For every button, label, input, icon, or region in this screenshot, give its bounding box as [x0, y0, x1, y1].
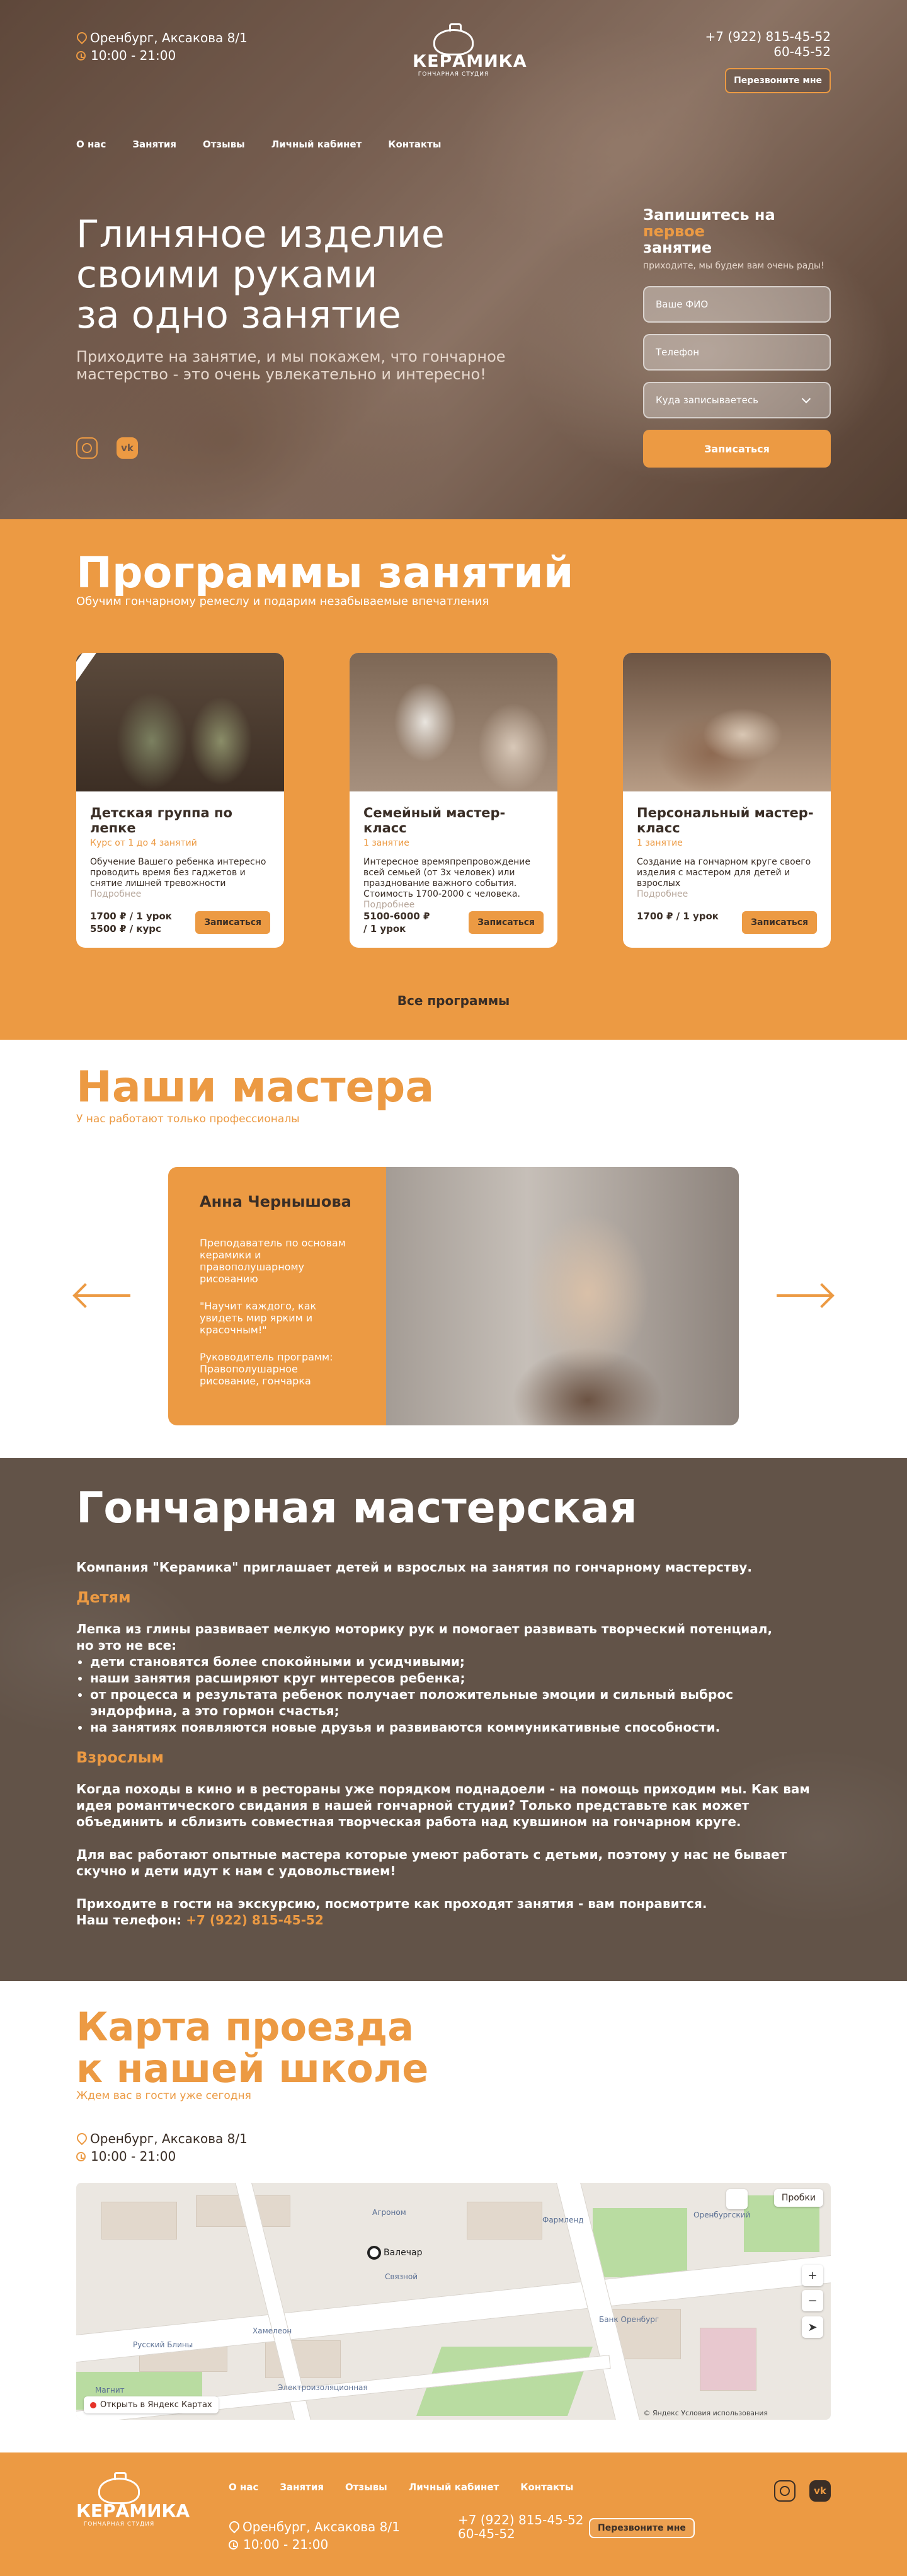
master-programs: Руководитель программ: Правополушарное рисование, гончарка: [200, 1351, 333, 1387]
program-title: Детская группа по лепке: [90, 805, 232, 836]
programs-section: [0, 519, 907, 1040]
map-copyright[interactable]: © Яндекс Условия использования: [643, 2409, 768, 2417]
program-photo: [76, 653, 284, 791]
traffic-button[interactable]: Пробки: [774, 2189, 823, 2207]
footer-nav-about[interactable]: О нас: [229, 2481, 259, 2493]
contact-info: [76, 29, 248, 64]
clock-icon: [229, 2540, 238, 2550]
yandex-map[interactable]: Валечар Агроном Фармленд Оренбургский Связной Банк Оренбург Хамелеон Русский Блины Электроизоляционная Магнит Пробки + − ➤ Открыть в Яндекс Картах © Яндекс Условия использования: [76, 2183, 831, 2420]
footer-nav-classes[interactable]: Занятия: [280, 2481, 324, 2493]
master-name: Анна Чернышова: [200, 1193, 351, 1210]
working-hours: 10:00 - 21:00: [91, 48, 176, 63]
footer-contact-info: Оренбург, Аксакова 8/1 10:00 - 21:00: [229, 2518, 400, 2553]
main-nav: [76, 139, 441, 150]
list-item: • от процесса и результата ребенок получает положительные эмоции и сильный выброс эндорфина, а это гормон счастья;: [90, 1686, 770, 1719]
phone-input[interactable]: Телефон: [643, 334, 831, 371]
list-item: • на занятиях появляются новые друзья и развиваются коммуникативные способности.: [90, 1719, 831, 1735]
map-contact-info: Оренбург, Аксакова 8/1 10:00 - 21:00: [76, 2130, 248, 2165]
program-meta: 1 занятие: [363, 838, 409, 848]
programs-subtitle: Обучим гончарному ремеслу и подарим незабываемые впечатления: [76, 595, 489, 608]
submit-button[interactable]: Записаться: [643, 430, 831, 468]
kids-benefits-list: [90, 1653, 831, 1735]
logo[interactable]: КЕРАМИКА ГОНЧАРНАЯ СТУДИЯ: [413, 29, 494, 78]
callback-button[interactable]: Перезвоните мне: [725, 68, 831, 93]
location-pin-icon: [76, 32, 85, 43]
program-desc: Интересное времяпрепровождение всей семьей (от 3х человек) или празднование важного события. Стоимость 1700-2000 с человека.: [363, 857, 530, 899]
nav-item-about[interactable]: О нас: [76, 139, 106, 150]
jug-logo-icon: [98, 2478, 140, 2504]
clock-icon: [76, 51, 86, 60]
masters-subtitle: У нас работают только профессионалы: [76, 1113, 300, 1125]
more-link[interactable]: Подробнее: [637, 889, 688, 899]
program-meta: Курс от 1 до 4 занятий: [90, 838, 197, 848]
program-card-family[interactable]: [350, 653, 557, 948]
workshop-intro: Компания "Керамика" приглашает детей и взрослых на занятия по гончарному мастерству.: [76, 1560, 752, 1575]
open-in-yandex-button[interactable]: Открыть в Яндекс Картах: [84, 2396, 219, 2413]
nav-item-reviews[interactable]: Отзывы: [202, 139, 245, 150]
program-title: Семейный мастер-класс: [363, 805, 506, 836]
footer-phone[interactable]: +7 (922) 815-45-52 60-45-52: [458, 2512, 584, 2541]
name-input[interactable]: Ваше ФИО: [643, 286, 831, 323]
zoom-out-icon[interactable]: −: [802, 2290, 823, 2311]
signup-form: [643, 207, 831, 468]
map-pin-icon: [367, 2246, 381, 2260]
form-hint: приходите, мы будем вам очень рады!: [643, 261, 824, 271]
master-role: Преподаватель по основам керамики и правополушарному рисованию: [200, 1237, 346, 1285]
nav-item-classes[interactable]: Занятия: [132, 139, 176, 150]
arrow-right-icon[interactable]: [777, 1294, 831, 1297]
arrow-left-icon[interactable]: [76, 1294, 130, 1297]
master-card: [168, 1167, 739, 1425]
zoom-in-icon[interactable]: +: [802, 2265, 823, 2286]
enroll-button[interactable]: Записаться: [469, 911, 544, 934]
location-pin-icon: [76, 2133, 85, 2144]
footer-logo[interactable]: КЕРАМИКА ГОНЧАРНАЯ СТУДИЯ: [76, 2478, 162, 2527]
enroll-button[interactable]: Записаться: [742, 911, 817, 934]
program-card-kids[interactable]: [76, 653, 284, 948]
form-title: Запишитесь на первое занятие: [643, 206, 775, 256]
adults-heading: Взрослым: [76, 1749, 164, 1766]
footer: [0, 2452, 907, 2576]
footer-social-links: [774, 2480, 831, 2502]
program-desc: Обучение Вашего ребенка интересно проводить время без гаджетов и снятие лишней тревожности: [90, 857, 266, 888]
chevron-down-icon: [802, 394, 811, 403]
yandex-pin-icon: [90, 2402, 96, 2408]
workshop-section: [0, 1458, 907, 1981]
phone-block: [705, 29, 831, 93]
program-price: 1700 ₽ / 1 урок: [637, 911, 719, 922]
master-info: [168, 1167, 386, 1425]
hero-lead: Приходите на занятие, и мы покажем, что гончарное мастерство - это очень увлекательно и интересно!: [76, 348, 506, 383]
program-desc: Создание на гончарном круге своего изделия с мастером для детей и взрослых: [637, 857, 811, 888]
master-photo: [386, 1167, 739, 1425]
program-cards: [76, 653, 831, 948]
nav-item-contacts[interactable]: Контакты: [388, 139, 442, 150]
enroll-button[interactable]: Записаться: [195, 911, 270, 934]
workshop-title: Гончарная мастерская: [76, 1483, 637, 1533]
footer-callback-button[interactable]: Перезвоните мне: [589, 2518, 695, 2538]
all-programs-link[interactable]: Все программы: [397, 993, 510, 1008]
workshop-phone-link[interactable]: +7 (922) 815-45-52: [186, 1912, 324, 1928]
hero-section: [0, 0, 907, 519]
program-meta: 1 занятие: [637, 838, 683, 848]
kids-heading: Детям: [76, 1589, 131, 1606]
instagram-icon[interactable]: [76, 437, 98, 459]
program-card-personal[interactable]: [623, 653, 831, 948]
footer-nav: [229, 2481, 573, 2493]
footer-nav-reviews[interactable]: Отзывы: [345, 2481, 387, 2493]
footer-nav-contacts[interactable]: Контакты: [520, 2481, 574, 2493]
clock-icon: [76, 2152, 86, 2161]
phone-number[interactable]: +7 (922) 815-45-52: [705, 29, 831, 44]
program-title: Персональный мастер-класс: [637, 805, 814, 836]
geolocation-icon[interactable]: ➤: [802, 2316, 823, 2338]
program-price: 5100-6000 ₽ / 1 урок: [363, 911, 430, 934]
vk-icon[interactable]: vk: [809, 2480, 831, 2502]
programs-title: Программы занятий: [76, 548, 574, 598]
instagram-icon[interactable]: [774, 2480, 796, 2502]
masters-title: Наши мастера: [76, 1062, 435, 1112]
map-marker[interactable]: Валечар: [367, 2246, 422, 2260]
list-item: • дети становятся более спокойными и усидчивыми;: [90, 1653, 831, 1670]
more-link[interactable]: Подробнее: [363, 900, 415, 910]
list-item: • наши занятия расширяют круг интересов ребенка;: [90, 1670, 831, 1686]
address: Оренбург, Аксакова 8/1: [90, 30, 248, 45]
nav-item-account[interactable]: Личный кабинет: [271, 139, 362, 150]
program-price: 1700 ₽ / 1 урок 5500 ₽ / курс: [90, 911, 172, 934]
map-section: [0, 1981, 907, 2452]
hero-title: Глиняное изделие своими руками за одно занятие: [76, 212, 445, 337]
program-photo: [623, 653, 831, 791]
more-link[interactable]: Подробнее: [90, 889, 142, 899]
ruler-tool-icon[interactable]: [726, 2189, 748, 2209]
phone-number-short[interactable]: 60-45-52: [773, 44, 831, 59]
master-quote: "Научит каждого, как увидеть мир ярким и красочным!": [200, 1300, 317, 1336]
vk-icon[interactable]: vk: [117, 437, 138, 459]
map-subtitle: Ждем вас в гости уже сегодня: [76, 2090, 251, 2102]
location-pin-icon: [229, 2521, 237, 2533]
class-select[interactable]: Куда записываетесь: [643, 382, 831, 418]
masters-section: [0, 1040, 907, 1458]
social-links: [76, 437, 138, 459]
program-photo: [350, 653, 557, 791]
map-title: Карта проезда к нашей школе: [76, 2004, 429, 2091]
jug-logo-icon: [433, 29, 474, 55]
footer-nav-account[interactable]: Личный кабинет: [408, 2481, 499, 2493]
workshop-text: Компания "Керамика" приглашает детей и взрослых на занятия по гончарному мастерству. Детям Лепка из глины развивает мелкую моторику рук и помогает развивать творческий потенциал, но это не все: • дети становятся более спокойными и усидчивыми; • наши занятия расширяют круг интересов ребенка; • от процесса и результата ребенок получает положительные эмоции и сильный выброс эндорфина, а это гормон счастья; • на занятиях появляются новые друзья и развиваются коммуникативные способности. Взрослым Когда походы в кино и в рестораны уже порядком поднадоели - на помощь приходим мы. Как вам идея романтического свидания в нашей гончарной студии? Только представьте как может объединить и сблизить совместная творческая работа над кувшином на гончарном круге. Для вас работают опытные мастера которые умеют работать с детьми, поэтому у нас не бывает скучно и дети идут к нам с удовольствием! Приходите в гости на экскурсию, посмотрите как проходят занятия - вам понравится. Наш телефон: +7 (922) 815-45-52: [76, 1559, 831, 1928]
